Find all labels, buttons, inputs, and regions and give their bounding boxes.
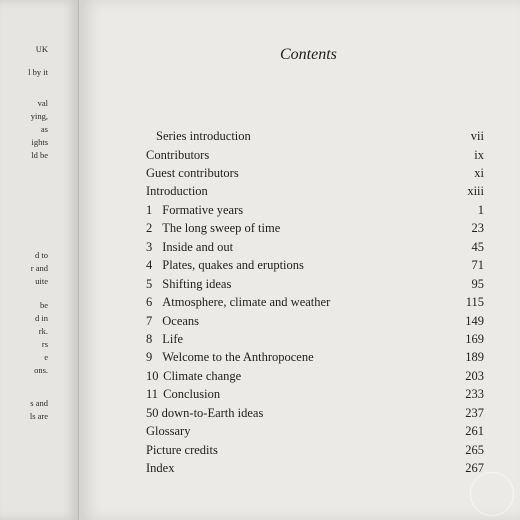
- entry-title: Shifting ideas: [162, 277, 232, 291]
- chapter-number: 4: [146, 258, 153, 272]
- page-number: 267: [465, 461, 484, 475]
- page-title: Contents: [280, 46, 337, 63]
- toc-entry: [146, 330, 484, 348]
- page-number: xiii: [467, 184, 484, 198]
- left-page-text: as: [40, 124, 48, 134]
- page-number: 203: [465, 369, 484, 383]
- left-page-text: rk.: [38, 326, 48, 336]
- page-number: 95: [471, 277, 484, 291]
- left-page-text: s and: [30, 398, 48, 408]
- chapter-number: 8: [146, 332, 153, 346]
- page-number: vii: [470, 129, 484, 143]
- left-page-text: ons.: [34, 365, 48, 375]
- toc-entry: [146, 275, 484, 293]
- toc-entry: [146, 312, 484, 330]
- page-number: 71: [471, 258, 484, 272]
- chapter-number: 1: [146, 203, 153, 217]
- page-number: 169: [465, 332, 484, 346]
- entry-title: Guest contributors: [146, 166, 239, 180]
- page-number: 237: [465, 406, 484, 420]
- entry-title: The long sweep of time: [162, 221, 281, 235]
- left-page-text: d to: [35, 250, 48, 260]
- toc-entry: [146, 127, 484, 145]
- page-number: 261: [465, 424, 484, 438]
- left-page-text: rs: [41, 339, 48, 349]
- chapter-number: 2: [146, 221, 153, 235]
- page-number: 1: [477, 203, 484, 217]
- toc-entry: [146, 238, 484, 256]
- chapter-number: 10: [146, 369, 159, 383]
- page-number: 45: [471, 240, 484, 254]
- toc-entry: [146, 201, 484, 219]
- entry-title: Index: [146, 461, 175, 475]
- page-number: 265: [465, 443, 484, 457]
- left-page-text: d in: [35, 313, 48, 323]
- left-page-text: uite: [35, 276, 48, 286]
- toc-entry: [146, 385, 484, 403]
- chapter-number: 3: [146, 240, 153, 254]
- chapter-number: 11: [146, 387, 159, 401]
- watermark-stamp: [470, 472, 514, 516]
- toc-entry: [146, 146, 484, 164]
- page-number: 23: [471, 221, 484, 235]
- left-page-text: ls are: [29, 411, 48, 421]
- toc-entry: [146, 164, 484, 182]
- entry-title: Picture credits: [146, 443, 218, 457]
- toc-entry: [146, 219, 484, 237]
- toc-entry: [146, 348, 484, 366]
- entry-title: Life: [162, 332, 184, 346]
- entry-title: Welcome to the Anthropocene: [162, 350, 314, 364]
- left-page-text: be: [39, 300, 48, 310]
- left-page-text: ld be: [31, 150, 48, 160]
- entry-title: Formative years: [162, 203, 244, 217]
- page-number: 149: [465, 314, 484, 328]
- page-number: 189: [465, 350, 484, 364]
- left-page-text: ights: [31, 137, 48, 147]
- entry-title: Climate change: [163, 369, 242, 383]
- page-number: 115: [465, 295, 484, 309]
- left-page-text: e: [44, 352, 48, 362]
- toc-entry: [146, 293, 484, 311]
- chapter-number: 5: [146, 277, 153, 291]
- left-page: [0, 0, 79, 520]
- chapter-number: 7: [146, 314, 153, 328]
- left-page-text: l by it: [28, 67, 48, 77]
- left-page-text: val: [37, 98, 48, 108]
- toc-entry: [146, 459, 484, 477]
- entry-title: Series introduction: [156, 129, 251, 143]
- page-number: ix: [474, 148, 484, 162]
- entry-title: Plates, quakes and eruptions: [162, 258, 304, 272]
- entry-title: Oceans: [162, 314, 200, 328]
- entry-title: Glossary: [146, 424, 191, 438]
- entry-title: Inside and out: [162, 240, 234, 254]
- toc-entry: [146, 182, 484, 200]
- left-page-text: UK: [35, 44, 48, 54]
- entry-title: Atmosphere, climate and weather: [162, 295, 331, 309]
- left-page-text: r and: [30, 263, 48, 273]
- entry-title: Conclusion: [163, 387, 221, 401]
- toc-entry: [146, 367, 484, 385]
- entry-title: Contributors: [146, 148, 210, 162]
- toc-entry: [146, 441, 484, 459]
- page-number: 233: [465, 387, 484, 401]
- toc-entry: [146, 422, 484, 440]
- toc-entry: [146, 404, 484, 422]
- chapter-number: 9: [146, 350, 153, 364]
- chapter-number: 6: [146, 295, 153, 309]
- entry-title: Introduction: [146, 184, 208, 198]
- left-page-text: ying,: [30, 111, 48, 121]
- toc-entry: [146, 256, 484, 274]
- page-number: xi: [474, 166, 484, 180]
- entry-title: 50 down-to-Earth ideas: [146, 406, 264, 420]
